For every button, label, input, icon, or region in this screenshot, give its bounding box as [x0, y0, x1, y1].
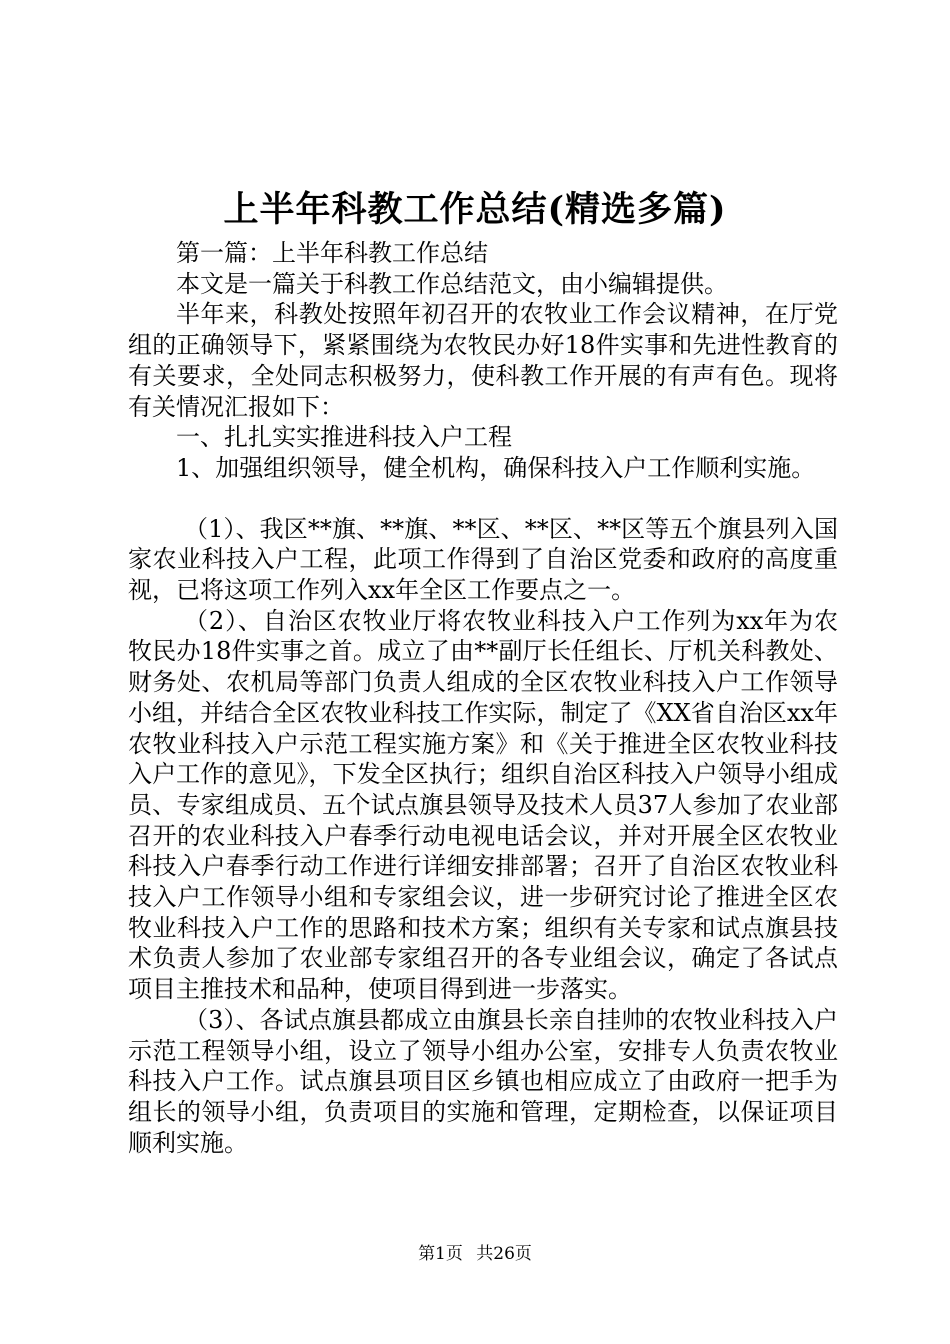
- summary-paragraph: 半年来，科教处按照年初召开的农牧业工作会议精神，在厅党组的正确领导下，紧紧围绕为农牧民办好18件实事和先进性教育的有关要求，全处同志积极努力，使科教工作开展的有声有色。现将有关情况汇报如下：: [128, 300, 838, 421]
- paragraph-gap: [128, 484, 838, 514]
- document-title: 上半年科教工作总结(精选多篇): [223, 189, 727, 230]
- page-total: 共26页: [476, 1244, 532, 1264]
- item-heading: 1、加强组织领导，健全机构，确保科技入户工作顺利实施。: [176, 453, 816, 482]
- body-paragraph: （2）、自治区农牧业厅将农牧业科技入户工作列为xx年为农牧民办18件实事之首。成立了由**副厅长任组长、厅机关科教处、财务处、农机局等部门负责人组成的全区农牧业科技入户工作领导小组，并结合全区农牧业科技工作实际，制定了《XX省自治区xx年农牧业科技入户示范工程实施方案》和《关于推进全区农牧业科技入户工作的意见》，下发全区执行；组织自治区科技入户领导小组成员、专家组成员、五个试点旗县领导及技术人员37人参加了农业部召开的农业科技入户春季行动电视电话会议，并对开展全区农牧业科技入户春季行动工作进行详细安排部署；召开了自治区农牧业科技入户工作领导小组和专家组会议，进一步研究讨论了推进全区农牧业科技入户工作的思路和技术方案；组织有关专家和试点旗县技术负责人参加了农业部专家组召开的各专业组会议，确定了各试点项目主推技术和品种，使项目得到进一步落实。: [128, 606, 838, 1004]
- intro-paragraph: 本文是一篇关于科教工作总结范文，由小编辑提供。: [176, 269, 728, 298]
- document-body: [128, 238, 838, 1158]
- page-footer: [0, 1242, 950, 1266]
- body-paragraph: （1）、我区**旗、**旗、**区、**区、**区等五个旗县列入国家农业科技入户工程，此项工作得到了自治区党委和政府的高度重视，已将这项工作列入xx年全区工作要点之一。: [128, 514, 838, 605]
- page-number: 第1页: [418, 1244, 463, 1264]
- subsection-heading: 一、扎扎实实推进科技入户工程: [176, 423, 512, 452]
- section-heading: 第一篇：上半年科教工作总结: [176, 239, 488, 267]
- body-paragraph: （3）、各试点旗县都成立由旗县长亲自挂帅的农牧业科技入户示范工程领导小组，设立了领导小组办公室，安排专人负责农牧业科技入户工作。试点旗县项目区乡镇也相应成立了由政府一把手为组长的领导小组，负责项目的实施和管理，定期检查，以保证项目顺利实施。: [128, 1005, 838, 1157]
